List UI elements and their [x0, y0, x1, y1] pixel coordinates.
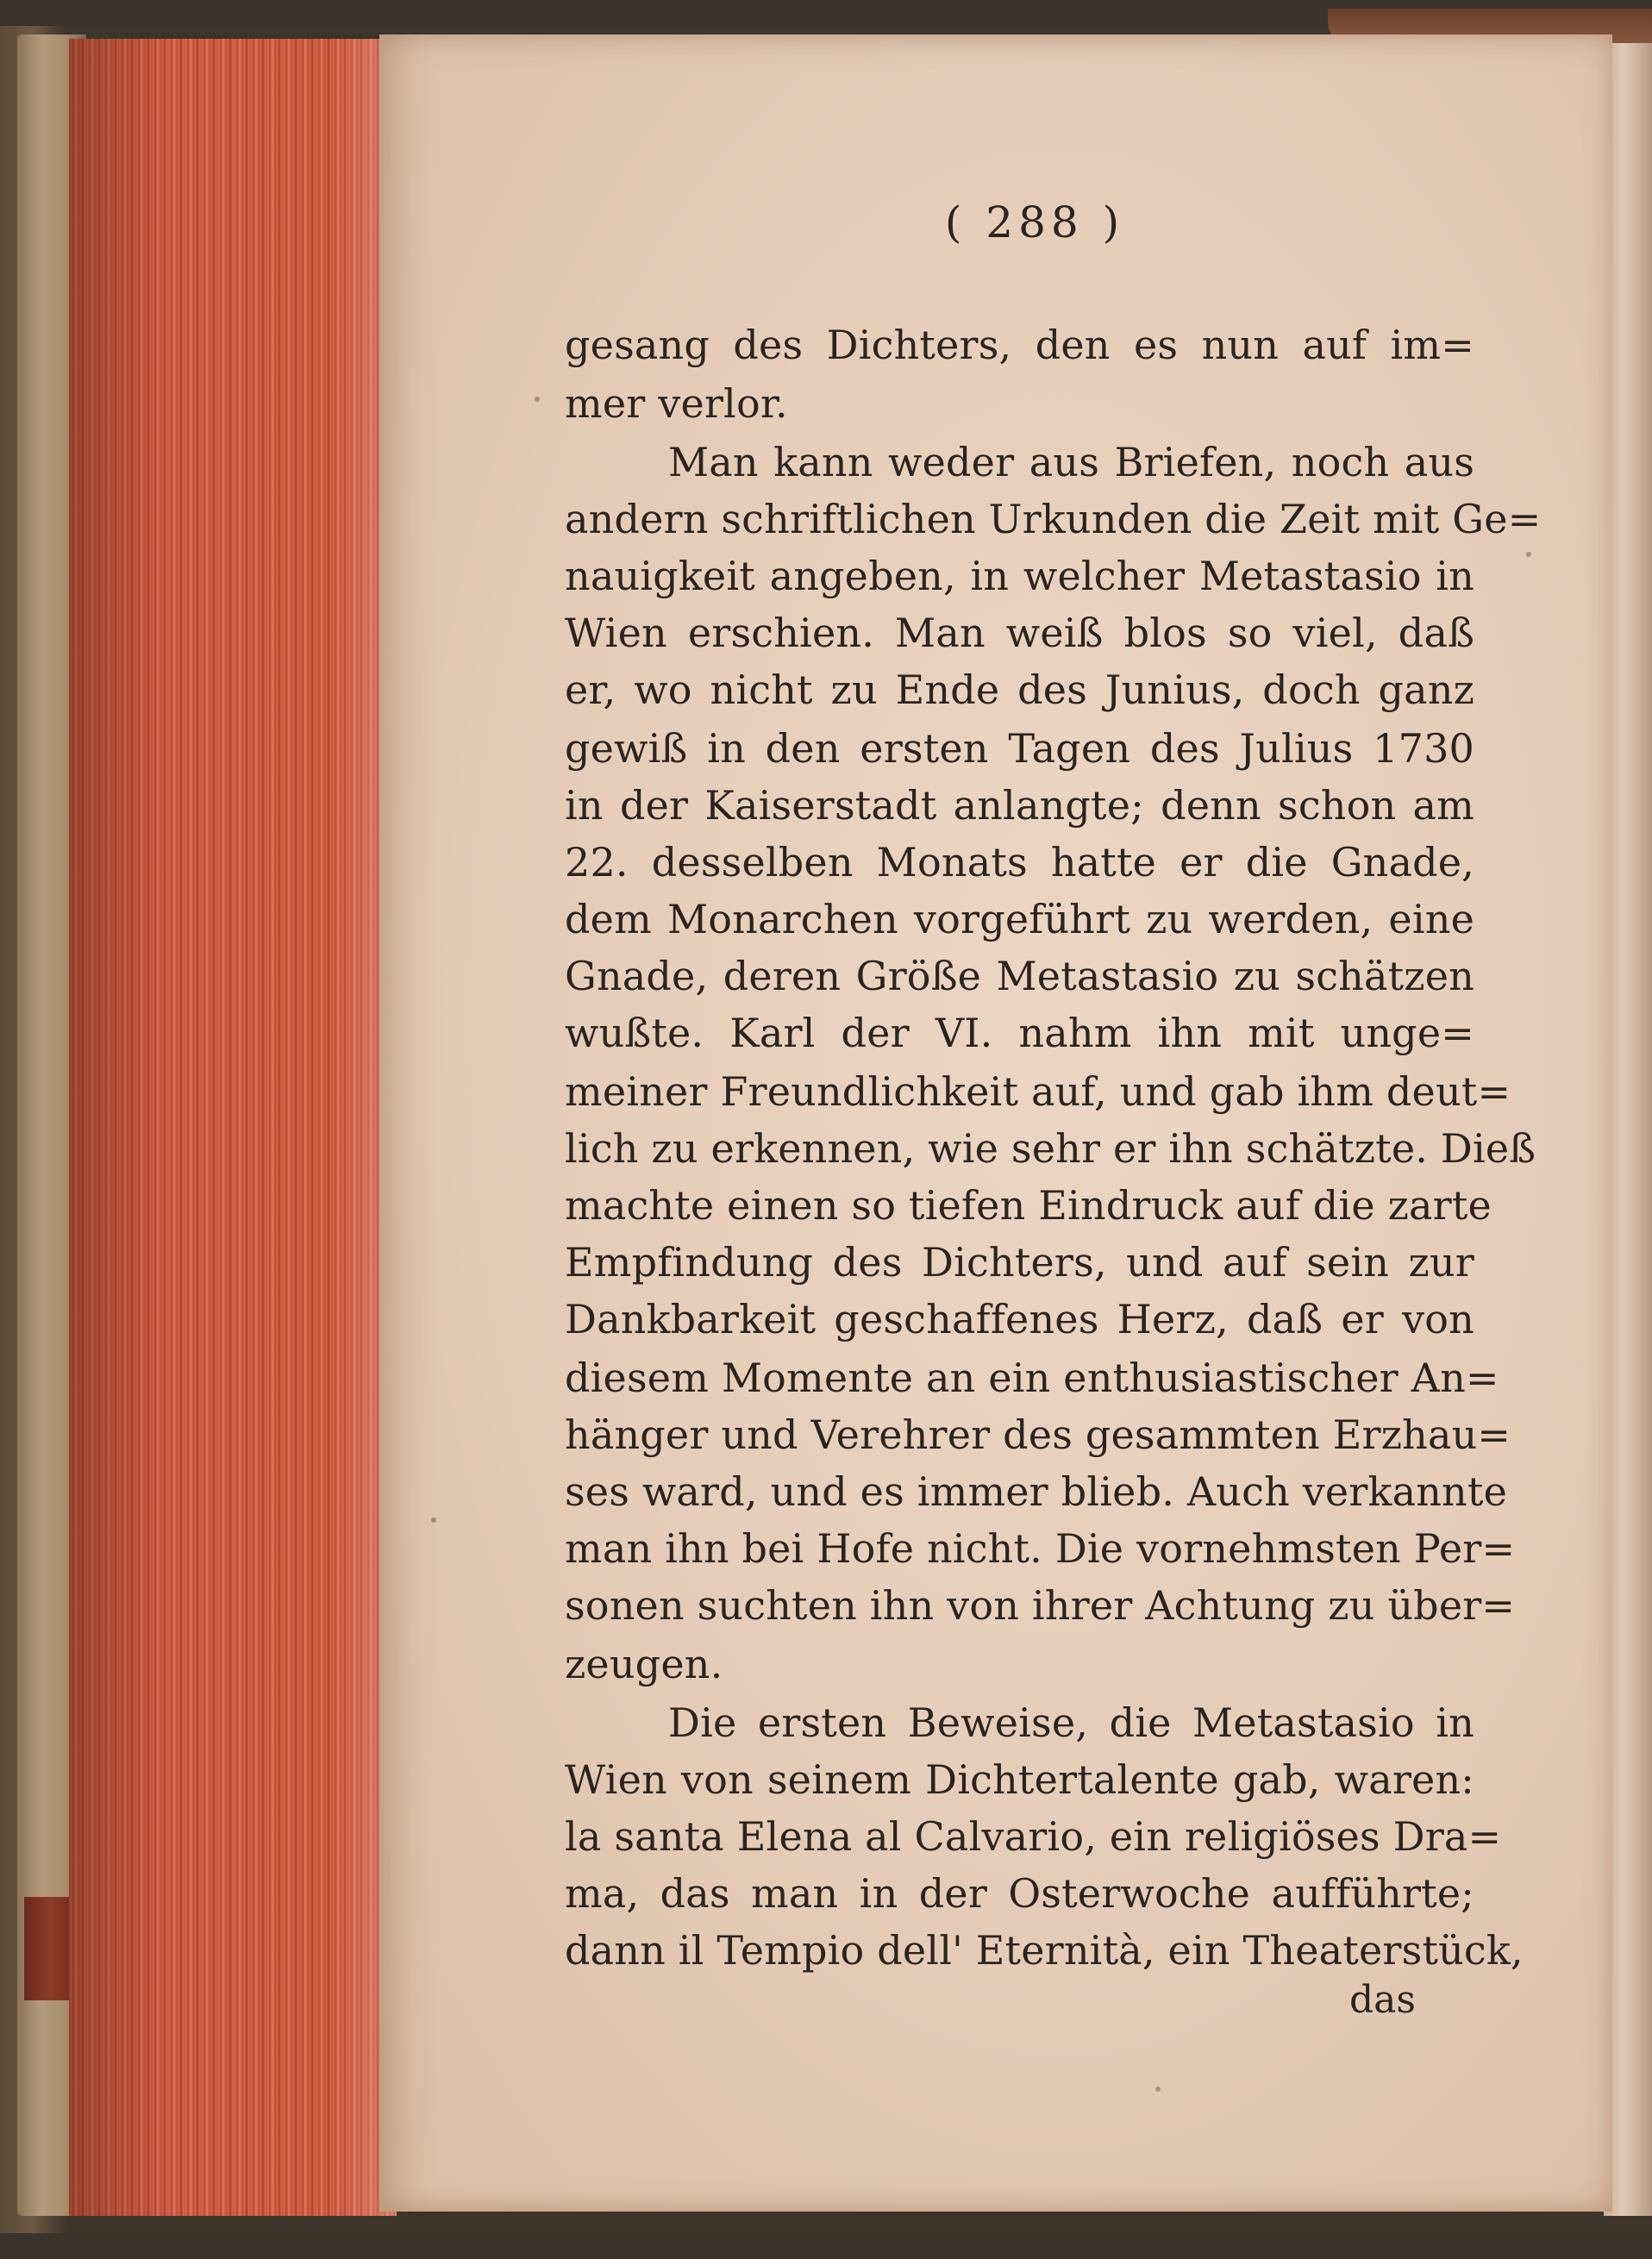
paper-speck — [431, 1517, 436, 1523]
paper-speck — [535, 397, 540, 402]
text-line: Wien erschien. Man weiß blos so viel, daß — [565, 610, 1474, 656]
text-line: machte einen so tiefen Eindruck auf die zarte — [565, 1182, 1492, 1229]
paper-speck — [1155, 2087, 1161, 2092]
text-line: Man kann weder aus Briefen, noch aus — [668, 439, 1474, 485]
catchword: das — [1349, 1978, 1416, 2022]
text-line: 22. desselben Monats hatte er die Gnade, — [565, 839, 1474, 885]
text-line: andern schriftlichen Urkunden die Zeit mit Ge= — [565, 496, 1542, 542]
text-line: in der Kaiserstadt anlangte; denn schon am — [565, 782, 1474, 829]
text-line: Wien von seinem Dichtertalente gab, waren: — [565, 1756, 1474, 1803]
text-line: nauigkeit angeben, in welcher Metastasio in — [565, 553, 1474, 599]
text-line: zeugen. — [565, 1641, 723, 1687]
page-edges-shade — [69, 39, 397, 2216]
text-line: Empfindung des Dichters, und auf sein zur — [565, 1239, 1474, 1286]
text-line: meiner Freundlichkeit auf, und gab ihm deut= — [565, 1068, 1511, 1115]
text-line: sonen suchten ihn von ihrer Achtung zu über= — [565, 1582, 1516, 1629]
page-number: ( 288 ) — [944, 197, 1125, 247]
paper-speck — [1526, 552, 1531, 557]
text-line: dann il Tempio dell' Eternità, ein Theaterstück, — [565, 1927, 1524, 1974]
text-line: lich zu erkennen, wie sehr er ihn schätzte. Dieß — [565, 1125, 1536, 1172]
text-line: ma, das man in der Osterwoche aufführte; — [565, 1870, 1474, 1917]
text-line: dem Monarchen vorgeführt zu werden, eine — [565, 896, 1474, 942]
text-line: la santa Elena al Calvario, ein religiöses Dra= — [565, 1813, 1502, 1860]
text-line: Gnade, deren Größe Metastasio zu schätzen — [565, 953, 1474, 999]
text-line: gewiß in den ersten Tagen des Julius 1730 — [565, 725, 1474, 772]
text-line: mer verlor. — [565, 380, 788, 427]
text-line: gesang des Dichters, den es nun auf im= — [565, 322, 1474, 368]
text-line: Die ersten Beweise, die Metastasio in — [668, 1699, 1474, 1746]
text-line: man ihn bei Hofe nicht. Die vornehmsten Per= — [565, 1525, 1516, 1572]
text-line: Dankbarkeit geschaffenes Herz, daß er von — [565, 1296, 1474, 1342]
text-line: wußte. Karl der VI. nahm ihn mit unge= — [565, 1010, 1474, 1056]
text-line: hänger und Verehrer des gesammten Erzhau= — [565, 1411, 1511, 1458]
text-line: diesem Momente an ein enthusiastischer An= — [565, 1355, 1499, 1401]
text-line: er, wo nicht zu Ende des Junius, doch ganz — [565, 666, 1474, 713]
text-line: ses ward, und es immer blieb. Auch verkannte — [565, 1468, 1507, 1515]
